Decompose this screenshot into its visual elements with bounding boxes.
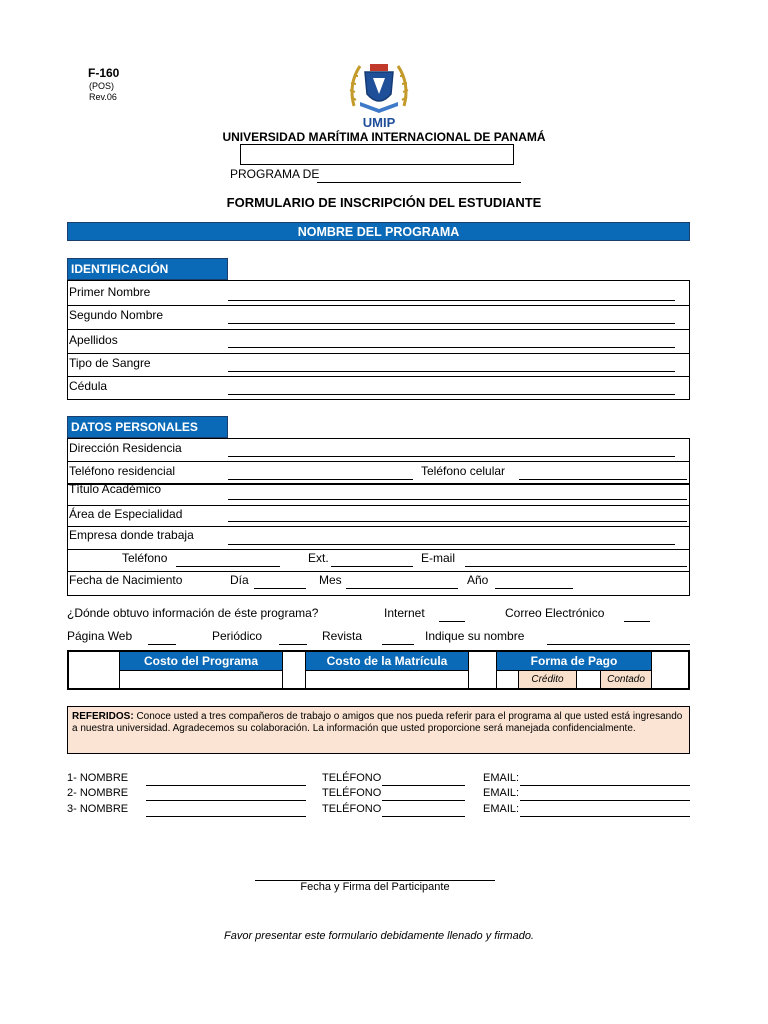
ref2-email-label: EMAIL:: [483, 787, 520, 799]
program-box[interactable]: [240, 144, 514, 165]
ref3-nombre-label: 3- NOMBRE: [67, 803, 129, 815]
tipo-sangre-label: Tipo de Sangre: [69, 356, 151, 370]
periodico-label: Periódico: [212, 629, 263, 643]
tel-residencial-input[interactable]: [228, 479, 413, 480]
tel-residencial-label: Teléfono residencial: [69, 464, 176, 478]
field-row-primer-nombre: [68, 281, 689, 306]
field-row-telefonos: [68, 461, 689, 485]
ref2-telefono-label: TELÉFONO: [322, 787, 382, 799]
direccion-label: Dirección Residencia: [69, 441, 182, 455]
cedula-label: Cédula: [69, 379, 108, 393]
ext-label: Ext.: [308, 551, 329, 565]
field-row-fecha-nacimiento: [68, 571, 689, 595]
form-code: F-160: [88, 66, 120, 80]
referidos-label: REFERIDOS:: [72, 711, 134, 722]
internet-input[interactable]: [439, 621, 465, 622]
indique-label: Indique su nombre: [425, 629, 525, 643]
referidos-box: [67, 706, 690, 754]
tel-celular-input[interactable]: [519, 479, 687, 480]
email-label: E-mail: [421, 551, 456, 565]
periodico-input[interactable]: [279, 644, 307, 645]
field-row-contacto-empresa: [68, 549, 689, 572]
anio-label: Año: [467, 573, 489, 587]
indique-input[interactable]: [547, 644, 690, 645]
dia-input[interactable]: [254, 588, 306, 589]
ref2-nombre-input[interactable]: [146, 800, 306, 801]
field-row-segundo-nombre: [68, 305, 689, 330]
umip-logo: [346, 54, 412, 130]
logo-text: UMIP: [362, 115, 396, 130]
correo-label: Correo Electrónico: [505, 606, 605, 620]
anio-input[interactable]: [495, 588, 573, 589]
field-row-apellidos: [68, 329, 689, 354]
form-revision: Rev.06: [89, 92, 117, 102]
costo-programa-header: Costo del Programa: [120, 652, 282, 670]
direccion-input[interactable]: [228, 456, 675, 457]
ref2-email-input[interactable]: [520, 800, 690, 801]
datos-personales-header: DATOS PERSONALES: [67, 416, 228, 438]
dia-label: Día: [230, 573, 249, 587]
pagina-web-input[interactable]: [148, 644, 176, 645]
datos-personales-section: [67, 438, 690, 596]
contado-checkbox: [577, 670, 601, 688]
titulo-label: Título Académico: [69, 482, 162, 496]
field-row-empresa: [68, 526, 689, 550]
ref3-telefono-label: TELÉFONO: [322, 803, 382, 815]
primer-nombre-input[interactable]: [228, 300, 675, 301]
forma-pago-cell: [496, 652, 652, 688]
program-name-bar: NOMBRE DEL PROGRAMA: [67, 222, 690, 241]
ref1-nombre-input[interactable]: [146, 785, 306, 786]
ref3-telefono-input[interactable]: [382, 816, 465, 817]
contado-option[interactable]: Contado: [601, 670, 651, 688]
apellidos-label: Apellidos: [69, 333, 118, 347]
ref1-telefono-label: TELÉFONO: [322, 772, 382, 784]
field-row-tipo-sangre: [68, 353, 689, 377]
identificacion-header: IDENTIFICACIÓN: [67, 258, 228, 280]
ref2-nombre-label: 2- NOMBRE: [67, 787, 129, 799]
university-name: UNIVERSIDAD MARÍTIMA INTERNACIONAL DE PANAMÁ: [222, 130, 546, 144]
correo-input[interactable]: [624, 621, 650, 622]
segundo-nombre-label: Segundo Nombre: [69, 308, 164, 322]
costo-programa-input[interactable]: [120, 670, 282, 689]
area-input[interactable]: [228, 521, 687, 522]
costo-programa-cell: [119, 652, 283, 688]
credito-checkbox: [497, 670, 519, 688]
form-subcode: (POS): [89, 81, 115, 91]
identificacion-section: [67, 280, 690, 400]
referidos-text: Conoce usted a tres compañeros de trabajo o amigos que nos pueda referir para el programa al que usted está ingresando a nuestra universidad. Agradecemos su colaboración. La información que usted proporcione será manejada confidencialmente.: [72, 711, 683, 734]
apellidos-input[interactable]: [228, 347, 675, 348]
field-row-direccion: [68, 439, 689, 462]
forma-pago-header: Forma de Pago: [497, 652, 651, 670]
empresa-label: Empresa donde trabaja: [69, 528, 194, 542]
mes-label: Mes: [319, 573, 342, 587]
telefono-label: Teléfono: [122, 551, 168, 565]
titulo-input[interactable]: [228, 499, 687, 500]
mes-input[interactable]: [346, 588, 458, 589]
tipo-sangre-input[interactable]: [228, 371, 675, 372]
area-label: Área de Especialidad: [69, 507, 183, 521]
pagina-web-label: Página Web: [67, 629, 133, 643]
ref3-email-input[interactable]: [520, 816, 690, 817]
form-title: FORMULARIO DE INSCRIPCIÓN DEL ESTUDIANTE: [226, 195, 542, 210]
field-row-titulo: [68, 482, 689, 506]
empresa-input[interactable]: [228, 544, 675, 545]
costo-matricula-input[interactable]: [306, 670, 468, 689]
tel-celular-label: Teléfono celular: [421, 464, 506, 478]
ref1-email-input[interactable]: [520, 785, 690, 786]
ref1-email-label: EMAIL:: [483, 772, 520, 784]
revista-input[interactable]: [382, 644, 414, 645]
field-row-cedula: [68, 376, 689, 399]
fecha-nacimiento-label: Fecha de Nacimiento: [69, 573, 183, 587]
programa-de-line[interactable]: [317, 182, 521, 183]
ref1-telefono-input[interactable]: [382, 785, 465, 786]
ref3-email-label: EMAIL:: [483, 803, 520, 815]
ref2-telefono-input[interactable]: [382, 800, 465, 801]
ref1-nombre-label: 1- NOMBRE: [67, 772, 129, 784]
signature-label: Fecha y Firma del Participante: [300, 881, 450, 893]
ext-input[interactable]: [331, 566, 413, 567]
footer-note: Favor presentar este formulario debidamente llenado y firmado.: [224, 930, 534, 942]
costs-table: [67, 650, 690, 690]
source-question: ¿Dónde obtuvo información de éste programa?: [67, 606, 319, 620]
email-input[interactable]: [465, 566, 687, 567]
telefono-input[interactable]: [176, 566, 280, 567]
internet-label: Internet: [384, 606, 425, 620]
ref3-nombre-input[interactable]: [146, 816, 306, 817]
revista-label: Revista: [322, 629, 363, 643]
programa-de-label: PROGRAMA DE: [230, 167, 320, 181]
segundo-nombre-input[interactable]: [228, 323, 675, 324]
cedula-input[interactable]: [228, 394, 675, 395]
primer-nombre-label: Primer Nombre: [69, 285, 151, 299]
field-row-area: [68, 505, 689, 527]
credito-option[interactable]: Crédito: [519, 670, 577, 688]
costo-matricula-header: Costo de la Matrícula: [306, 652, 468, 670]
costo-matricula-cell: [305, 652, 469, 688]
